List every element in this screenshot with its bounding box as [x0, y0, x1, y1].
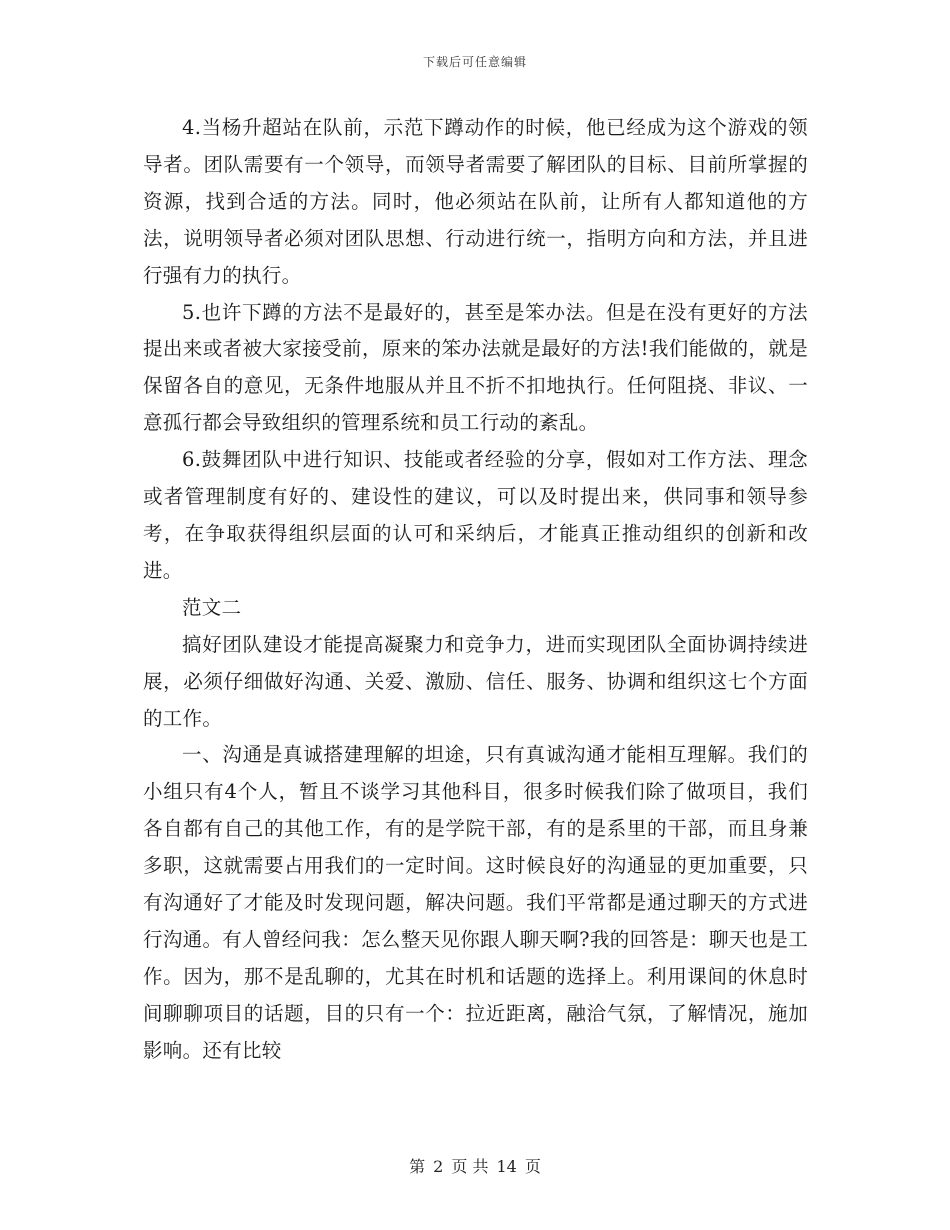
paragraph-intro: 搞好团队建设才能提高凝聚力和竞争力，进而实现团队全面协调持续进展，必须仔细做好沟通、关爱、激励、信任、服务、协调和组织这七个方面的工作。: [143, 632, 808, 730]
footer-suffix: 页: [524, 1157, 541, 1176]
footer-prefix: 第: [409, 1157, 426, 1176]
footer-middle: 页 共: [451, 1157, 489, 1176]
section-heading-fanwen-2: 范文二: [182, 595, 242, 619]
page-header: 下载后可任意编辑: [422, 55, 527, 69]
footer-page-number: 2: [433, 1157, 444, 1176]
footer-total-pages: 14: [496, 1157, 517, 1176]
paragraph-6: 6.鼓舞团队中进行知识、技能或者经验的分享，假如对工作方法、理念或者管理制度有好的、建设性的建议，可以及时提出来，供同事和领导参考，在争取获得组织层面的认可和采纳后，才能真正推动组织的创新和改进。: [143, 448, 808, 582]
document-body: [143, 110, 808, 1070]
paragraph-4: 4.当杨升超站在队前，示范下蹲动作的时候，他已经成为这个游戏的领导者。团队需要有一个领导，而领导者需要了解团队的目标、目前所掌握的资源，找到合适的方法。同时，他必须站在队前，让所有人都知道他的方法，说明领导者必须对团队思想、行动进行统一，指明方向和方法，并且进行强有力的执行。: [143, 116, 808, 287]
page-footer: [0, 1154, 950, 1177]
paragraph-5: 5.也许下蹲的方法不是最好的，甚至是笨办法。但是在没有更好的方法提出来或者被大家接受前，原来的笨办法就是最好的方法!我们能做的，就是保留各自的意见，无条件地服从并且不折不扣地执行。任何阻挠、非议、一意孤行都会导致组织的管理系统和员工行动的紊乱。: [143, 300, 808, 435]
paragraph-communication: 一、沟通是真诚搭建理解的坦途，只有真诚沟通才能相互理解。我们的小组只有4个人，暂且不谈学习其他科目，很多时候我们除了做项目，我们各自都有自己的其他工作，有的是学院干部，有的是系里的干部，而且身兼多职，这就需要占用我们的一定时间。这时候良好的沟通显的更加重要，只有沟通好了才能及时发现问题，解决问题。我们平常都是通过聊天的方式进行沟通。有人曾经问我：怎么整天见你跟人聊天啊?我的回答是：聊天也是工作。因为，那不是乱聊的，尤其在时机和话题的选择上。利用课间的休息时间聊聊项目的话题，目的只有一个：拉近距离，融洽气氛，了解情况，施加影响。还有比较: [143, 743, 808, 1062]
